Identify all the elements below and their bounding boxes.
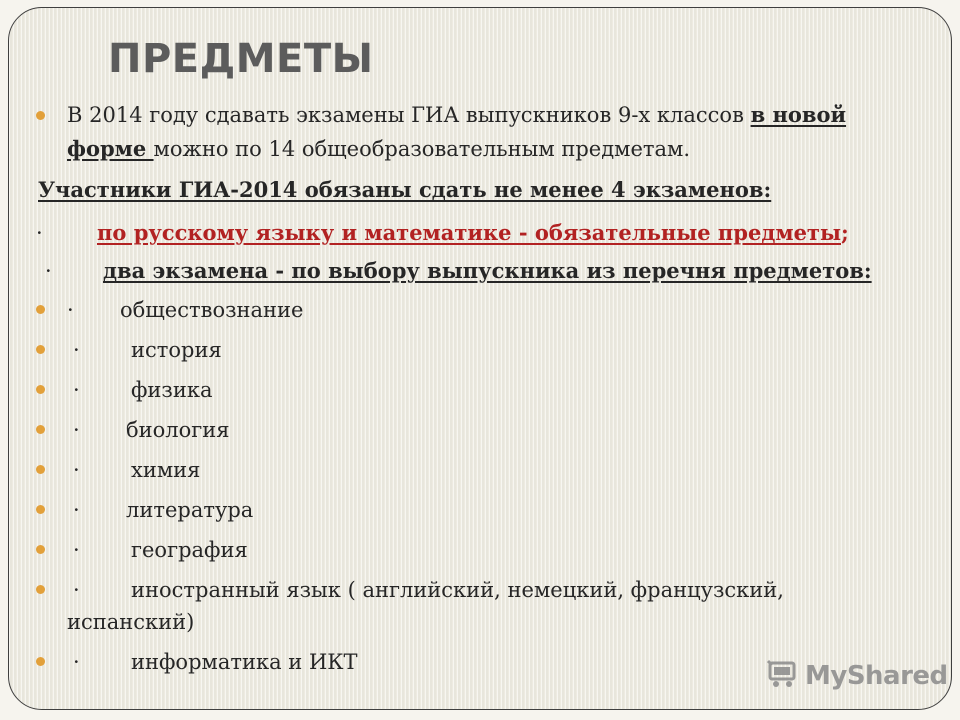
intro-emphasis-2: форме (67, 136, 154, 161)
subject-item: литература (126, 498, 254, 522)
participants-heading: Участники ГИА-2014 обязаны сдать не менее 4 экзаменов: (38, 177, 772, 202)
intro-line-1 (67, 100, 846, 130)
cart-icon (767, 659, 799, 694)
subject-item: химия (131, 458, 201, 482)
mandatory-text: по русскому языку и математике - обязательные предметы (97, 220, 841, 245)
watermark (767, 656, 948, 696)
watermark-text: MyShared (805, 661, 948, 691)
subject-item: история (131, 338, 222, 362)
dot-marker: · (36, 221, 43, 245)
bullet-icon (36, 305, 45, 314)
bullet-icon (36, 345, 45, 354)
subject-item: география (131, 538, 248, 562)
bullet-icon (36, 505, 45, 514)
dot-marker: · (73, 338, 80, 362)
bullet-icon (36, 385, 45, 394)
dot-marker: · (73, 578, 80, 602)
bullet-icon (36, 545, 45, 554)
subject-item: информатика и ИКТ (131, 650, 358, 674)
subject-item: физика (131, 378, 213, 402)
dot-marker: · (67, 298, 74, 322)
intro-line-2 (67, 134, 690, 164)
dot-marker: · (73, 538, 80, 562)
intro-text: В 2014 году сдавать экзамены ГИА выпускников 9-х классов (67, 103, 751, 127)
subject-item: биология (126, 418, 230, 442)
dot-marker: · (73, 498, 80, 522)
mandatory-subjects (97, 218, 849, 248)
subject-item: иностранный язык ( английский, немецкий, французский, (131, 578, 784, 602)
elective-subjects: два экзамена - по выбору выпускника из перечня предметов: (103, 258, 872, 283)
subject-item: обществознание (120, 298, 304, 322)
intro-emphasis: в новой (750, 102, 847, 127)
bullet-icon (36, 425, 45, 434)
dot-marker: · (73, 650, 80, 674)
intro-text-2: можно по 14 общеобразовательным предметам. (153, 137, 691, 161)
mandatory-suffix: ; (841, 220, 849, 245)
subject-item-continued: испанский) (67, 610, 195, 634)
dot-marker: · (73, 458, 80, 482)
dot-marker: · (73, 418, 80, 442)
dot-marker: · (73, 378, 80, 402)
slide-title: ПРЕДМЕТЫ (108, 36, 374, 82)
bullet-icon (36, 657, 45, 666)
bullet-icon (36, 465, 45, 474)
slide (8, 7, 952, 710)
dot-marker: · (45, 259, 52, 283)
bullet-icon (36, 111, 45, 120)
bullet-icon (36, 585, 45, 594)
